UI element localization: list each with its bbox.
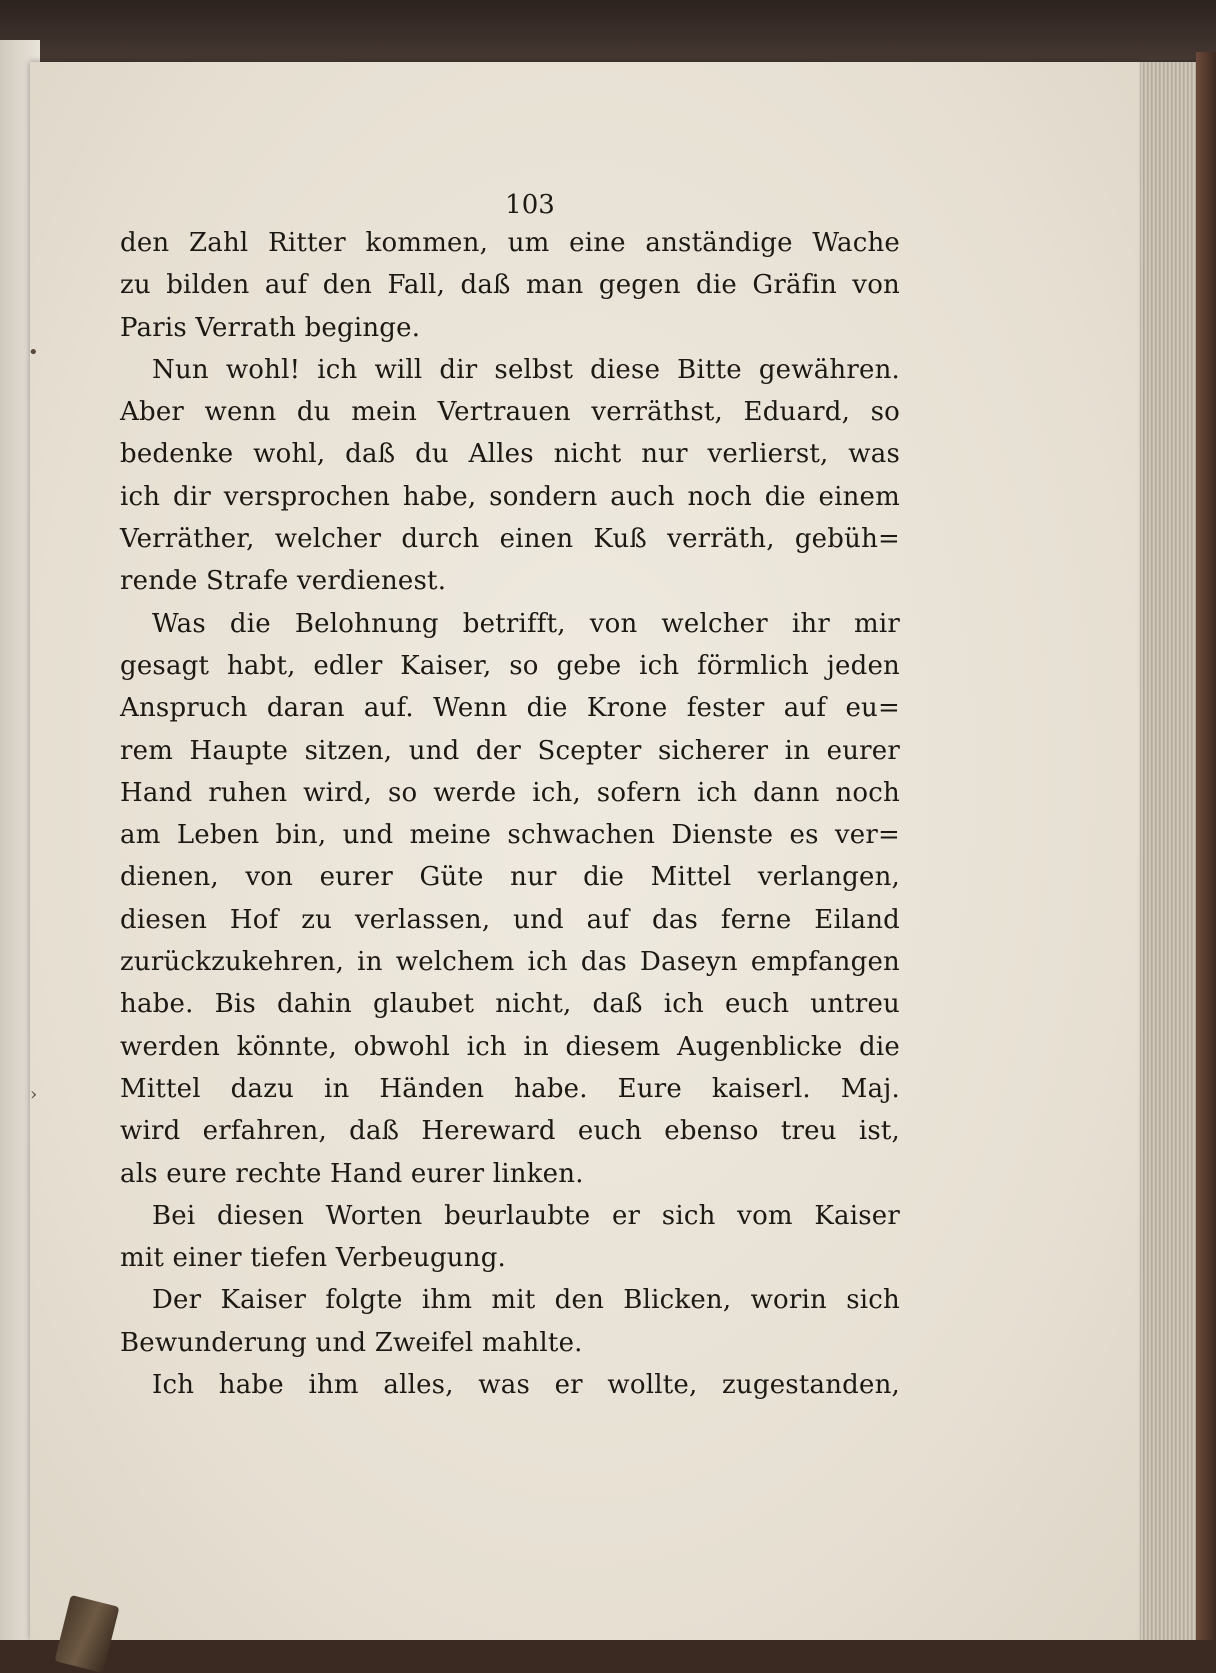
text-line: ich dir versprochen habe, sondern auch noch die einem	[120, 481, 900, 512]
text-line: wird erfahren, daß Hereward euch ebenso treu ist,	[120, 1116, 900, 1147]
text-line: Verräther, welcher durch einen Kuß verräth, gebüh=	[120, 524, 900, 555]
text-line: Paris Verrath beginge.	[120, 312, 421, 343]
page-stack-edge	[1140, 62, 1196, 1640]
book-cover-edge	[1196, 52, 1216, 1652]
margin-arrow-mark: ›	[30, 1084, 38, 1105]
text-line: Ich habe ihm alles, was er wollte, zugestanden,	[152, 1370, 900, 1401]
body-text	[120, 222, 900, 1406]
text-line: Anspruch daran auf. Wenn die Krone fester auf eu=	[120, 693, 900, 724]
book-top-edge	[0, 0, 1216, 70]
text-line: zurückzukehren, in welchem ich das Daseyn empfangen	[120, 947, 900, 978]
text-line: als eure rechte Hand eurer linken.	[120, 1158, 584, 1189]
text-line: Mittel dazu in Händen habe. Eure kaiserl. Maj.	[120, 1073, 900, 1104]
text-line: dienen, von eurer Güte nur die Mittel verlangen,	[120, 862, 900, 893]
text-line: Bewunderung und Zweifel mahlte.	[120, 1327, 583, 1358]
text-line: Hand ruhen wird, so werde ich, sofern ich dann noch	[120, 777, 900, 808]
text-line: Nun wohl! ich will dir selbst diese Bitte gewähren.	[152, 354, 900, 385]
text-line: Aber wenn du mein Vertrauen verräthst, Eduard, so	[120, 397, 900, 428]
text-line: diesen Hof zu verlassen, und auf das ferne Eiland	[120, 904, 900, 935]
text-line: zu bilden auf den Fall, daß man gegen die Gräfin von	[120, 270, 900, 301]
text-line: habe. Bis dahin glaubet nicht, daß ich euch untreu	[120, 989, 900, 1020]
text-line: Der Kaiser folgte ihm mit den Blicken, worin sich	[152, 1285, 900, 1316]
text-line: Bei diesen Worten beurlaubte er sich vom Kaiser	[152, 1200, 900, 1231]
margin-dot-mark: •	[28, 342, 39, 363]
text-line: rende Strafe verdienest.	[120, 566, 447, 597]
text-line: mit einer tiefen Verbeugung.	[120, 1243, 507, 1274]
text-line: gesagt habt, edler Kaiser, so gebe ich förmlich jeden	[120, 650, 900, 681]
text-line: bedenke wohl, daß du Alles nicht nur verlierst, was	[120, 439, 900, 470]
text-line: rem Haupte sitzen, und der Scepter sicherer in eurer	[120, 735, 900, 766]
text-line: am Leben bin, und meine schwachen Dienste es ver=	[120, 820, 900, 851]
text-line: den Zahl Ritter kommen, um eine anständige Wache	[120, 228, 900, 258]
page-number: 103	[505, 190, 555, 220]
book-bottom-edge	[0, 1640, 1216, 1668]
text-line: werden könnte, obwohl ich in diesem Augenblicke die	[120, 1031, 900, 1062]
text-line: Was die Belohnung betrifft, von welcher ihr mir	[152, 608, 900, 639]
